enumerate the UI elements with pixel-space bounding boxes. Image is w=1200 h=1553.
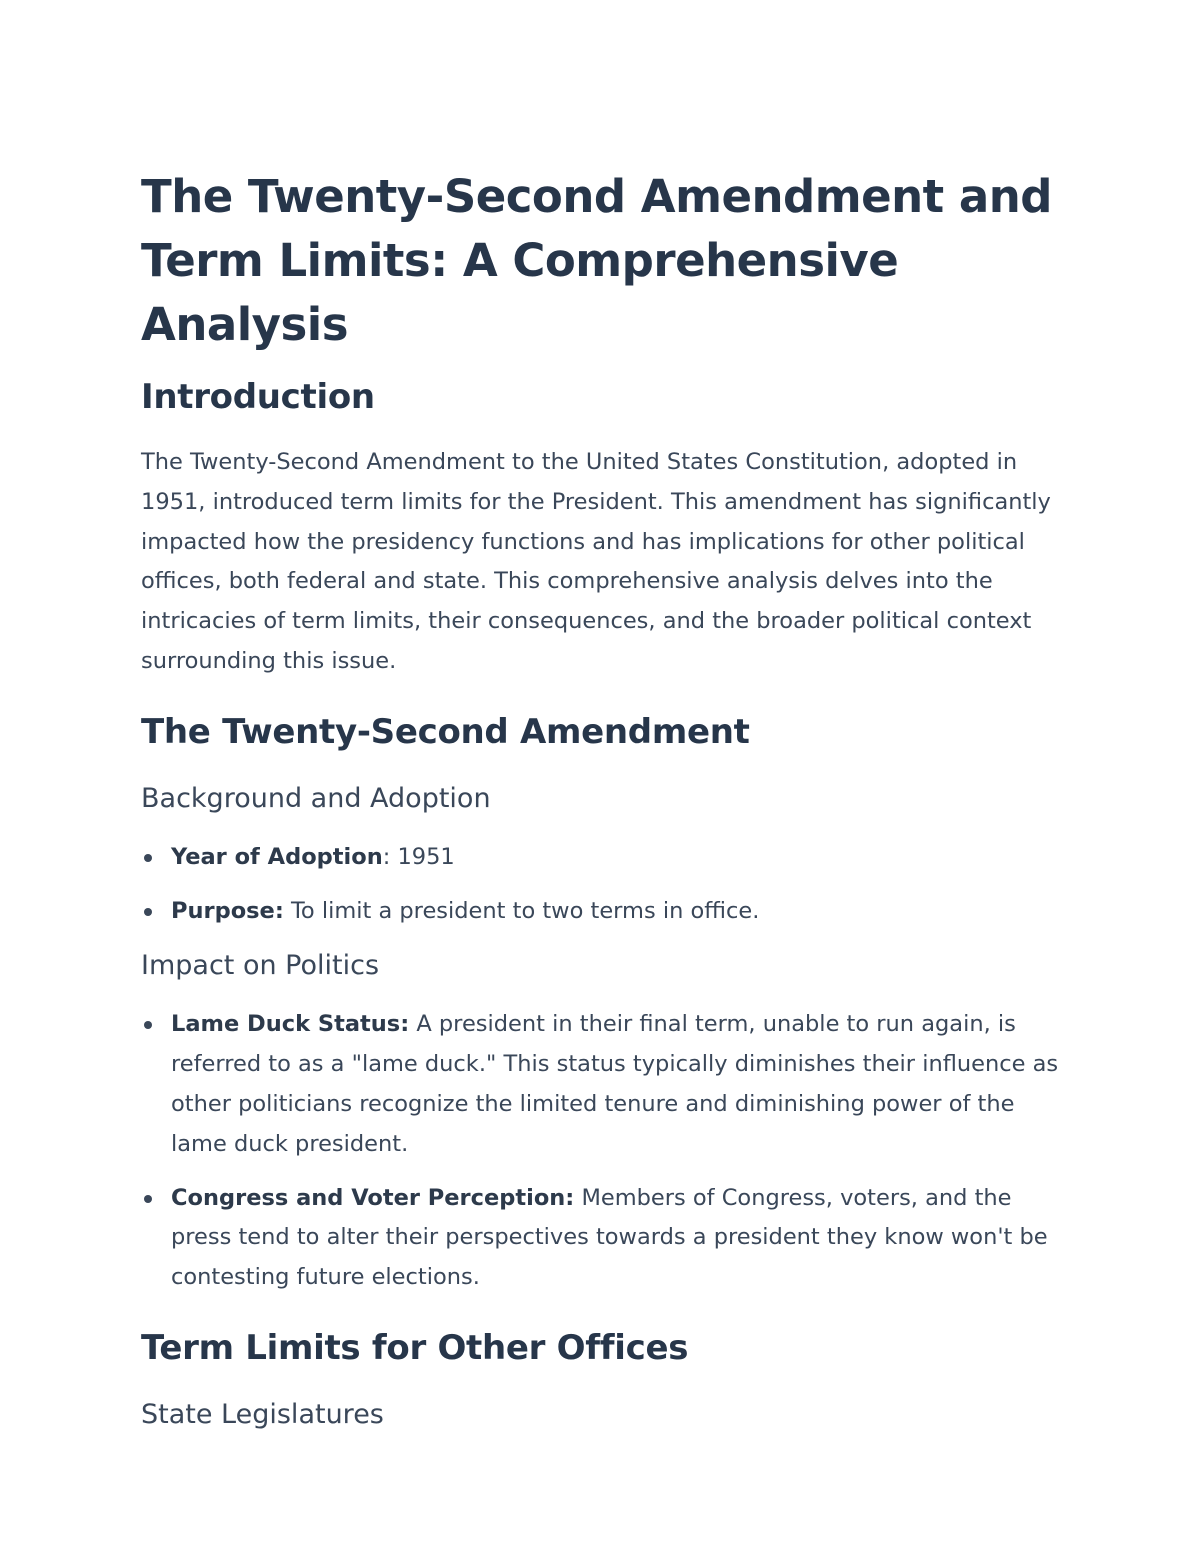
bullet-icon <box>144 1195 152 1203</box>
bullet-icon <box>144 854 152 862</box>
list-item-label: Year of Adoption <box>171 843 383 870</box>
background-list <box>141 838 1061 932</box>
list-item-text: To limit a president to two terms in office. <box>283 897 760 924</box>
introduction-paragraph: The Twenty-Second Amendment to the United States Constitution, adopted in 1951, introduced term limits for the President. This amendment has significantly impacted how the presidency functions and has implications for other political offices, both federal and state. This comprehensive analysis delves into the intricacies of term limits, their consequences, and the broader political context surrounding this issue. <box>141 449 1051 674</box>
state-legislatures-heading: State Legislatures <box>141 1398 384 1430</box>
list-item <box>141 838 1061 878</box>
list-item-text: : 1951 <box>382 843 455 870</box>
impact-heading: Impact on Politics <box>141 950 380 982</box>
list-item <box>141 1005 1061 1164</box>
list-item <box>141 1179 1061 1298</box>
document-title: The Twenty-Second Amendment and Term Limits: A Comprehensive Analysis <box>141 170 1052 351</box>
list-item-text: Members of Congress, voters, and the press tend to alter their perspectives towards a president they know won't be contesting future elections. <box>171 1184 1048 1291</box>
other-offices-heading: Term Limits for Other Offices <box>141 1327 689 1368</box>
amendment-heading: The Twenty-Second Amendment <box>141 711 750 752</box>
list-item-text: A president in their final term, unable to run again, is referred to as a "lame duck." This status typically diminishes their influence as other politicians recognize the limited tenure and diminishing power of the lame duck president. <box>171 1011 1059 1157</box>
list-item-label: Purpose: <box>171 897 284 924</box>
bullet-icon <box>144 908 152 916</box>
list-item-label: Lame Duck Status: <box>171 1011 410 1038</box>
background-heading: Background and Adoption <box>141 782 491 814</box>
list-item-label: Congress and Voter Perception: <box>171 1184 575 1211</box>
document-page <box>141 165 1061 1432</box>
introduction-heading: Introduction <box>141 377 375 417</box>
bullet-icon <box>144 1021 152 1029</box>
list-item <box>141 892 1061 932</box>
impact-list <box>141 1005 1061 1298</box>
